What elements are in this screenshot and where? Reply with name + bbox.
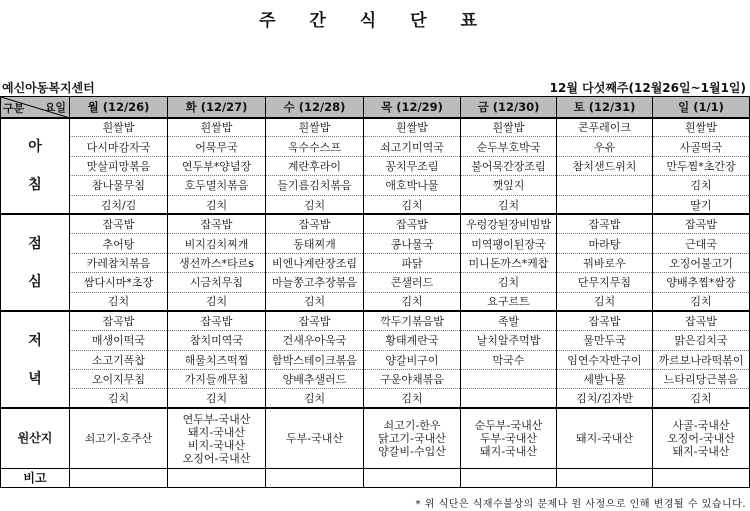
week-range: 12월 다섯째주(12월26일~1월1일) [549,81,746,95]
origin-line: 돼지-국내산 [187,425,246,439]
day-header-fri: 금 (12/30) [461,97,557,118]
note-row [1,468,750,487]
menu-item: 소고기폭찹 [70,350,168,369]
menu-item: 흰쌀밥 [364,118,461,137]
menu-item: 김치 [557,292,653,311]
menu-row-breakfast [1,137,750,156]
origin-cell [461,408,557,468]
origin-line: 두부-국내산 [285,432,344,446]
menu-row-dinner [1,370,750,389]
day-header-thu: 목 (12/29) [364,97,461,118]
origin-line: 쇠고기-호주산 [84,432,153,446]
origin-line: 사골-국내산 [672,419,730,433]
menu-item: 김치 [70,292,168,311]
menu-item: 비엔나계란장조림 [266,253,364,272]
menu-item: 오징어불고기 [653,253,750,272]
meal-label-char: 저 [28,332,42,349]
menu-item: 흰쌀밥 [461,118,557,137]
menu-item: 김치/김 [70,195,168,214]
menu-item: 잡곡밥 [70,311,168,330]
menu-item: 연두부*양념장 [168,156,266,175]
menu-item [557,176,653,195]
meal-label-char: 심 [28,273,42,290]
menu-item: 김치 [266,389,364,408]
menu-item: 깍두기볶음밥 [364,311,461,330]
origin-cell [653,408,750,468]
menu-item: 우렁강된장비빔밥 [461,214,557,233]
menu-item: 참치미역국 [168,331,266,350]
origin-line: 연두부-국내산 [182,412,251,426]
menu-item: 족발 [461,311,557,330]
meal-label-lunch [1,214,70,311]
menu-item: 황태계란국 [364,331,461,350]
meal-label-char: 녁 [28,370,42,387]
menu-row-lunch [1,253,750,272]
menu-item [557,195,653,214]
menu-row-lunch [1,273,750,292]
note-label: 비고 [1,468,70,487]
menu-item: 잡곡밥 [266,311,364,330]
note-cell [168,468,266,487]
note-cell [266,468,364,487]
menu-item: 카레참치볶음 [70,253,168,272]
menu-item: 생선까스*타르s [168,253,266,272]
menu-item: 마늘쫑고추장볶음 [266,273,364,292]
origin-cell [557,408,653,468]
menu-row-breakfast [1,156,750,175]
menu-item: 참나물무침 [70,176,168,195]
menu-item: 느타리당근볶음 [653,370,750,389]
day-header-wed: 수 (12/28) [266,97,364,118]
menu-item: 마라탕 [557,234,653,253]
footnote: * 위 식단은 식재수불상의 문제나 원 사정으로 인해 변경될 수 있습니다. [415,499,746,510]
menu-item: 물만두국 [557,331,653,350]
origin-line: 비지-국내산 [187,438,246,452]
menu-row-lunch [1,214,750,233]
menu-item: 김치 [168,389,266,408]
origin-line: 오징어-국내산 [667,432,735,446]
origin-label: 원산지 [1,408,70,468]
menu-item: 콩나물국 [364,234,461,253]
meal-label-char: 아 [28,138,42,155]
origin-line: 닭고기-국내산 [378,432,446,446]
menu-item: 애호박나물 [364,176,461,195]
menu-item: 매생이떡국 [70,331,168,350]
origin-row [1,408,750,468]
menu-item: 김치 [168,292,266,311]
menu-item: 막국수 [461,350,557,369]
menu-row-breakfast [1,118,750,137]
menu-item [461,389,557,408]
menu-item: 잡곡밥 [168,214,266,233]
menu-item: 호두멸치볶음 [168,176,266,195]
menu-item: 오이지무침 [70,370,168,389]
menu-item: 어묵무국 [168,137,266,156]
menu-row-dinner [1,389,750,408]
header-gubun: 구분 [3,102,25,115]
menu-item: 임연수자반구이 [557,350,653,369]
menu-item: 잡곡밥 [653,214,750,233]
note-cell [557,468,653,487]
menu-item: 구운야채볶음 [364,370,461,389]
meal-label-breakfast [1,118,70,215]
note-cell [364,468,461,487]
menu-item: 김치 [653,389,750,408]
menu-item: 잡곡밥 [653,311,750,330]
origin-cell [168,408,266,468]
menu-item: 꿔바로우 [557,253,653,272]
origin-line: 순두부-국내산 [474,419,543,433]
menu-row-dinner [1,331,750,350]
menu-item: 파닭 [364,253,461,272]
menu-item: 참치샌드위치 [557,156,653,175]
origin-line: 오징어-국내산 [182,451,251,465]
menu-item: 딸기 [653,195,750,214]
menu-item: 김치 [70,389,168,408]
menu-item: 잡곡밥 [364,214,461,233]
menu-row-lunch [1,234,750,253]
header-row [1,97,750,118]
day-header-sat: 토 (12/31) [557,97,653,118]
menu-item: 김치 [653,292,750,311]
menu-item [461,370,557,389]
meal-label-dinner [1,311,70,408]
menu-item: 김치 [364,292,461,311]
origin-cell [364,408,461,468]
menu-item: 김치 [364,195,461,214]
menu-item: 만두찜*초간장 [653,156,750,175]
menu-item: 맛살피망볶음 [70,156,168,175]
origin-line: 두부-국내산 [479,432,538,446]
menu-item: 가지들깨무침 [168,370,266,389]
menu-item: 잡곡밥 [557,311,653,330]
menu-item: 불어묵간장조림 [461,156,557,175]
header-yoil: 요일 [44,101,66,114]
menu-row-breakfast [1,195,750,214]
menu-row-breakfast [1,176,750,195]
menu-item: 사골떡국 [653,137,750,156]
menu-item: 흰쌀밥 [653,118,750,137]
header-corner-cell [1,97,70,118]
menu-item: 김치 [266,195,364,214]
menu-item: 양배추샐러드 [266,370,364,389]
menu-item: 다시마감자국 [70,137,168,156]
menu-item: 잡곡밥 [70,214,168,233]
menu-item: 양배추찜*쌈장 [653,273,750,292]
origin-cell [70,408,168,468]
origin-line: 돼지-국내산 [479,445,538,459]
menu-item: 깻잎지 [461,176,557,195]
origin-line: 양갈비-수입산 [378,445,446,459]
menu-item: 맑은김치국 [653,331,750,350]
menu-row-dinner [1,311,750,330]
menu-item: 김치 [461,195,557,214]
page-title: 주 간 식 단 표 [259,11,491,31]
menu-item: 함박스테이크볶음 [266,350,364,369]
menu-item: 쌈다시마*초장 [70,273,168,292]
menu-item: 흰쌀밥 [266,118,364,137]
menu-item: 시금치무침 [168,273,266,292]
meal-label-char: 점 [28,235,42,252]
menu-item: 요구르트 [461,292,557,311]
meal-label-char: 침 [28,176,42,193]
menu-item: 김치 [653,176,750,195]
menu-item: 양갈비구이 [364,350,461,369]
origin-line: 돼지-국내산 [575,432,634,446]
menu-item: 미역팽이된장국 [461,234,557,253]
day-header-mon: 월 (12/26) [70,97,168,118]
menu-item: 동태찌개 [266,234,364,253]
menu-item: 단무지무침 [557,273,653,292]
menu-item: 추어탕 [70,234,168,253]
menu-item: 우유 [557,137,653,156]
note-cell [653,468,750,487]
menu-item: 해물치즈떡찜 [168,350,266,369]
menu-item: 순두부호박국 [461,137,557,156]
origin-cell [266,408,364,468]
menu-item: 비지김치찌개 [168,234,266,253]
menu-item: 잡곡밥 [557,214,653,233]
origin-line: 돼지-국내산 [672,445,730,459]
menu-item: 김치 [168,195,266,214]
menu-item: 옥수수스프 [266,137,364,156]
menu-item: 쇠고기미역국 [364,137,461,156]
menu-item: 잡곡밥 [168,311,266,330]
menu-item: 김치 [364,389,461,408]
menu-item: 김치 [266,292,364,311]
menu-item: 김치 [461,273,557,292]
menu-item: 꽁치무조림 [364,156,461,175]
menu-item: 계란후라이 [266,156,364,175]
day-header-sun: 일 (1/1) [653,97,750,118]
note-cell [70,468,168,487]
note-cell [461,468,557,487]
menu-item: 콘샐러드 [364,273,461,292]
menu-item: 세발나물 [557,370,653,389]
menu-row-lunch [1,292,750,311]
menu-item: 미니돈까스*케찹 [461,253,557,272]
organization-name: 예신아동복지센터 [2,81,95,95]
menu-row-dinner [1,350,750,369]
origin-line: 쇠고기-한우 [383,419,441,433]
menu-item: 흰쌀밥 [168,118,266,137]
menu-item: 날치알주먹밥 [461,331,557,350]
menu-item: 근대국 [653,234,750,253]
menu-item: 흰쌀밥 [70,118,168,137]
menu-item: 들기름김치볶음 [266,176,364,195]
menu-item: 까르보나라떡볶이 [653,350,750,369]
menu-item: 콘푸레이크 [557,118,653,137]
day-header-tue: 화 (12/27) [168,97,266,118]
menu-item: 잡곡밥 [266,214,364,233]
weekly-menu-table [0,96,750,488]
menu-item: 김치/김자반 [557,389,653,408]
menu-item: 건새우아욱국 [266,331,364,350]
